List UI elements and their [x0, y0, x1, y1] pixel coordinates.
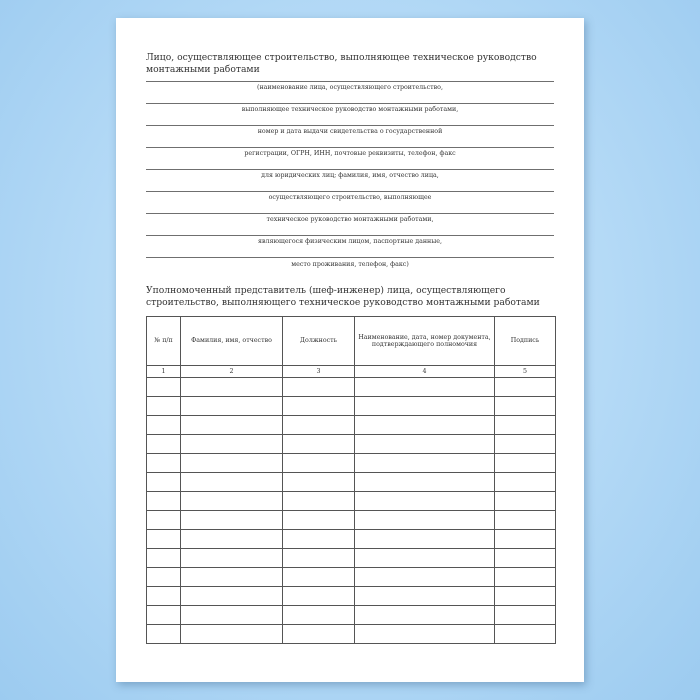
table-cell [147, 435, 181, 454]
table-row [147, 397, 556, 416]
table-cell [355, 587, 495, 606]
table-cell [495, 606, 556, 625]
table-cell [355, 492, 495, 511]
table-cell [181, 378, 283, 397]
table-cell [283, 435, 355, 454]
caption: (наименование лица, осуществляющего строительство, [257, 84, 443, 91]
fill-line [146, 213, 554, 214]
table-cell [355, 549, 495, 568]
caption: техническое руководство монтажными работами, [266, 216, 434, 223]
col-header-number: № п/п [147, 317, 181, 366]
table-cell [147, 473, 181, 492]
table-cell [283, 397, 355, 416]
table-cell [181, 492, 283, 511]
table-cell [495, 435, 556, 454]
table-row [147, 416, 556, 435]
column-number: 3 [283, 366, 355, 378]
table-cell [495, 492, 556, 511]
table-cell [495, 416, 556, 435]
caption: являющегося физическим лицом, паспортные данные, [258, 238, 442, 245]
table-cell [283, 568, 355, 587]
table-cell [355, 625, 495, 644]
table-cell [181, 473, 283, 492]
table-row [147, 587, 556, 606]
representatives-table [146, 316, 556, 644]
table-cell [495, 530, 556, 549]
fill-line [146, 103, 554, 104]
column-number: 4 [355, 366, 495, 378]
heading-representative: Уполномоченный представитель (шеф-инженер) лица, осуществляющего строительство, выполняющего техническое руководство монтажными работами [146, 285, 540, 308]
column-number: 2 [181, 366, 283, 378]
table-cell [283, 416, 355, 435]
fill-line [146, 147, 554, 148]
table-cell [355, 606, 495, 625]
table-cell [283, 587, 355, 606]
table-cell [147, 416, 181, 435]
caption: номер и дата выдачи свидетельства о государственной [257, 128, 443, 135]
table-cell [147, 397, 181, 416]
table-row [147, 511, 556, 530]
table-row [147, 606, 556, 625]
caption: место проживания, телефон, факс) [291, 261, 409, 268]
table-cell [181, 454, 283, 473]
table-cell [181, 416, 283, 435]
table-row [147, 568, 556, 587]
table-cell [147, 625, 181, 644]
fill-line [146, 257, 554, 258]
column-number-row [147, 366, 556, 378]
table-cell [147, 606, 181, 625]
table-cell [147, 511, 181, 530]
table-cell [181, 435, 283, 454]
column-number: 5 [495, 366, 556, 378]
table-cell [495, 511, 556, 530]
fill-line [146, 235, 554, 236]
caption: осуществляющего строительство, выполняющее [268, 194, 432, 201]
table-cell [495, 625, 556, 644]
table-cell [283, 625, 355, 644]
caption: выполняющее техническое руководство монтажными работами, [241, 106, 459, 113]
table-cell [283, 454, 355, 473]
table-cell [283, 378, 355, 397]
table-cell [355, 378, 495, 397]
table-cell [147, 587, 181, 606]
table-cell [181, 568, 283, 587]
table-cell [355, 435, 495, 454]
table-cell [181, 511, 283, 530]
table-cell [181, 530, 283, 549]
table-cell [355, 530, 495, 549]
table-cell [355, 511, 495, 530]
fill-line [146, 81, 554, 82]
table-cell [147, 530, 181, 549]
table-cell [355, 473, 495, 492]
table-row [147, 454, 556, 473]
table-cell [147, 568, 181, 587]
table-cell [355, 454, 495, 473]
table-row [147, 435, 556, 454]
table-cell [147, 454, 181, 473]
table-cell [495, 454, 556, 473]
table-cell [181, 625, 283, 644]
table-cell [147, 492, 181, 511]
fill-line [146, 169, 554, 170]
table-cell [283, 492, 355, 511]
table-row [147, 492, 556, 511]
table-cell [355, 416, 495, 435]
table-cell [495, 549, 556, 568]
table-cell [283, 530, 355, 549]
table-cell [495, 587, 556, 606]
table-header-row [147, 317, 556, 366]
caption: для юридических лиц; фамилия, имя, отчество лица, [261, 172, 439, 179]
document-page [116, 18, 584, 682]
table-row [147, 378, 556, 397]
table-cell [147, 378, 181, 397]
table-cell [283, 606, 355, 625]
table-row [147, 473, 556, 492]
table-cell [355, 397, 495, 416]
heading-builder: Лицо, осуществляющее строительство, выполняющее техническое руководство монтажными работами [146, 52, 537, 75]
col-header-name: Фамилия, имя, отчество [181, 317, 283, 366]
table-cell [283, 473, 355, 492]
table-row [147, 530, 556, 549]
table-cell [147, 549, 181, 568]
fill-line [146, 125, 554, 126]
column-number: 1 [147, 366, 181, 378]
table-cell [283, 511, 355, 530]
table-cell [495, 568, 556, 587]
col-header-signature: Подпись [495, 317, 556, 366]
table-row [147, 549, 556, 568]
table-cell [495, 378, 556, 397]
table-cell [283, 549, 355, 568]
table-cell [355, 568, 495, 587]
table-cell [181, 606, 283, 625]
caption: регистрации, ОГРН, ИНН, почтовые реквизиты, телефон, факс [244, 150, 456, 157]
table-cell [181, 397, 283, 416]
col-header-position: Должность [283, 317, 355, 366]
table-cell [495, 397, 556, 416]
table-cell [181, 587, 283, 606]
fill-line [146, 191, 554, 192]
col-header-document: Наименование, дата, номер документа, подтверждающего полномочия [355, 317, 495, 366]
table-cell [181, 549, 283, 568]
table-row [147, 625, 556, 644]
table-cell [495, 473, 556, 492]
